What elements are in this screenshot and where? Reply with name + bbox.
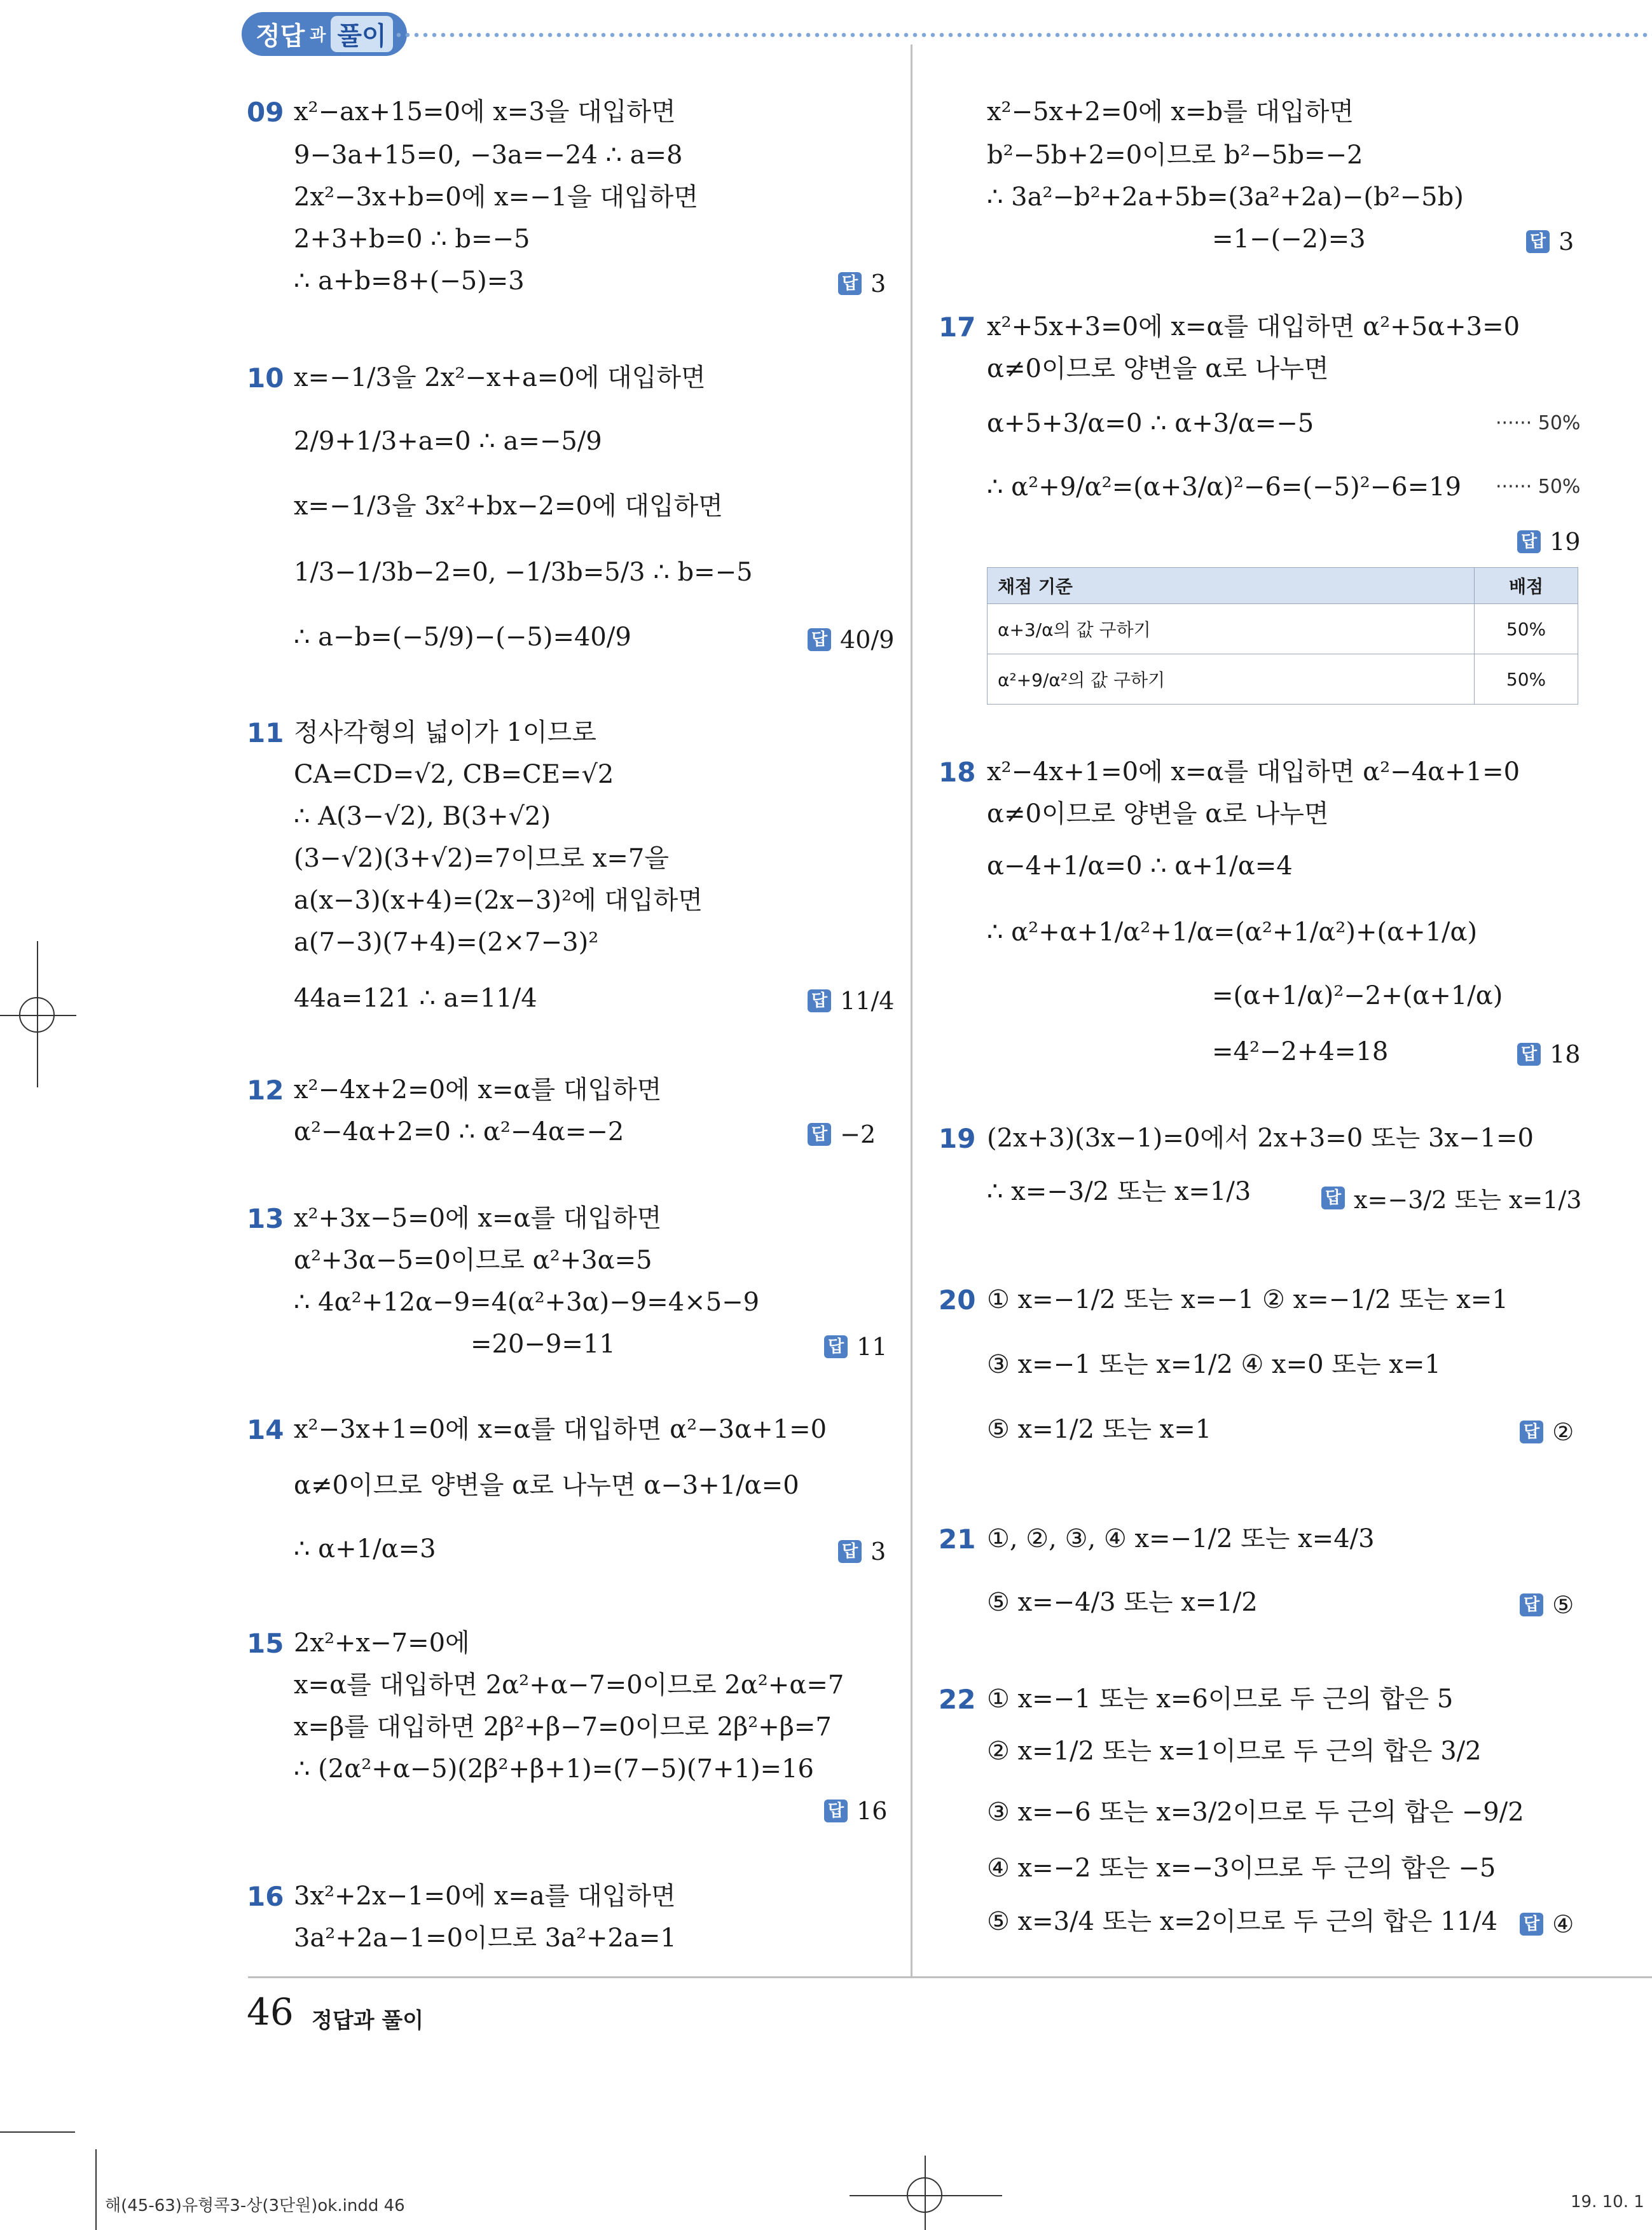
problem-number: 13	[247, 1203, 284, 1234]
solution-line: =20−9=11	[471, 1330, 616, 1359]
problem-number: 12	[247, 1075, 284, 1106]
solution-line: =(α+1/α)²−2+(α+1/α)	[1212, 981, 1503, 1010]
table-cell-points: 50%	[1475, 654, 1578, 705]
answer	[1517, 1040, 1580, 1068]
solution-line: α≠0이므로 양변을 α로 나누면	[987, 354, 1329, 383]
problem-number: 11	[247, 717, 284, 748]
answer-badge: 답	[808, 1123, 831, 1146]
table-header-row	[988, 568, 1578, 604]
solution-line: ∴ α+1/α=3	[294, 1534, 436, 1564]
solution-line: x²−ax+15=0에 x=3을 대입하면	[294, 97, 676, 127]
solution-line: α−4+1/α=0 ∴ α+1/α=4	[987, 851, 1293, 881]
solution-line: CA=CD=√2, CB=CE=√2	[294, 760, 614, 789]
answer	[808, 1120, 876, 1148]
page-label: 정답과 풀이	[312, 2008, 424, 2034]
answer-value: ②	[1552, 1418, 1574, 1446]
solution-line: ② x=1/2 또는 x=1이므로 두 근의 합은 3/2	[987, 1737, 1482, 1766]
solution-line: α²+3α−5=0이므로 α²+3α=5	[294, 1246, 652, 1275]
scoring-criteria-table	[987, 567, 1578, 705]
answer	[1517, 528, 1580, 556]
solution-line: ③ x=−6 또는 x=3/2이므로 두 근의 합은 −9/2	[987, 1798, 1524, 1827]
answer-badge: 답	[1517, 1043, 1541, 1066]
solution-line: ④ x=−2 또는 x=−3이므로 두 근의 합은 −5	[987, 1854, 1496, 1883]
answer	[1526, 228, 1574, 256]
score-percent: ······ 50%	[1496, 412, 1581, 434]
answer-value: ④	[1552, 1910, 1574, 1938]
solution-line: ∴ α²+9/α²=(α+3/α)²−6=(−5)²−6=19	[987, 472, 1461, 502]
answer	[808, 987, 894, 1015]
header-title-c: 풀이	[331, 16, 392, 52]
answer-value: x=−3/2 또는 x=1/3	[1354, 1186, 1582, 1214]
column-divider	[911, 45, 912, 1978]
solution-line: α≠0이므로 양변을 α로 나누면	[987, 799, 1329, 829]
answer-badge: 답	[1520, 1593, 1543, 1616]
score-percent: ······ 50%	[1496, 476, 1581, 498]
solution-line: α²−4α+2=0 ∴ α²−4α=−2	[294, 1117, 624, 1146]
answer	[838, 1538, 886, 1566]
answer-value: 11	[857, 1333, 888, 1361]
solution-line: ①, ②, ③, ④ x=−1/2 또는 x=4/3	[987, 1524, 1375, 1553]
answer-value: 3	[871, 1538, 886, 1566]
solution-line: 3a²+2a−1=0이므로 3a²+2a=1	[294, 1924, 677, 1953]
problem-number: 21	[939, 1524, 976, 1555]
answer	[824, 1797, 887, 1825]
solution-line: 2/9+1/3+a=0 ∴ a=−5/9	[294, 427, 602, 456]
bottom-rule	[248, 1976, 1652, 1978]
solution-line: ⑤ x=1/2 또는 x=1	[987, 1415, 1212, 1444]
solution-line: ① x=−1 또는 x=6이므로 두 근의 합은 5	[987, 1684, 1454, 1714]
solution-line: ∴ a−b=(−5/9)−(−5)=40/9	[294, 623, 631, 652]
answer-value: 3	[1559, 228, 1574, 256]
header-title-b: 과	[310, 25, 326, 45]
solution-line: =1−(−2)=3	[1212, 224, 1366, 254]
solution-line: ⑤ x=−4/3 또는 x=1/2	[987, 1588, 1258, 1617]
solution-line: a(7−3)(7+4)=(2×7−3)²	[294, 928, 599, 957]
problem-number: 19	[939, 1123, 976, 1154]
solution-line: ∴ x=−3/2 또는 x=1/3	[987, 1177, 1251, 1206]
solution-line: (2x+3)(3x−1)=0에서 2x+3=0 또는 3x−1=0	[987, 1124, 1534, 1153]
solution-line: 2x²+x−7=0에	[294, 1628, 470, 1658]
solution-line: α+5+3/α=0 ∴ α+3/α=−5	[987, 409, 1314, 438]
answer-badge: 답	[824, 1800, 848, 1822]
answer-badge: 답	[824, 1335, 848, 1358]
crop-mark	[0, 2131, 75, 2133]
answer-badge: 답	[1321, 1187, 1345, 1209]
solution-line: ∴ A(3−√2), B(3+√2)	[294, 802, 551, 831]
solution-line: x²−5x+2=0에 x=b를 대입하면	[987, 97, 1354, 127]
header-badge	[242, 11, 407, 56]
table-header-points: 배점	[1475, 568, 1578, 604]
problem-number: 16	[247, 1881, 284, 1912]
header-dotted-rule	[394, 32, 1652, 38]
problem-number: 10	[247, 362, 284, 394]
solution-line: ∴ a+b=8+(−5)=3	[294, 266, 525, 296]
table-cell-points: 50%	[1475, 604, 1578, 654]
answer-value: ⑤	[1552, 1591, 1574, 1619]
solution-line: a(x−3)(x+4)=(2x−3)²에 대입하면	[294, 886, 703, 915]
answer-badge: 답	[1520, 1913, 1543, 1936]
solution-line: x²−4x+1=0에 x=α를 대입하면 α²−4α+1=0	[987, 757, 1520, 787]
solution-line: α≠0이므로 양변을 α로 나누면 α−3+1/α=0	[294, 1471, 799, 1500]
problem-number: 09	[247, 97, 284, 128]
answer-badge: 답	[838, 272, 862, 295]
crop-mark	[95, 2149, 97, 2230]
solution-line: 정사각형의 넓이가 1이므로	[294, 718, 596, 747]
page-number: 46	[247, 1990, 294, 2034]
solution-line: 2+3+b=0 ∴ b=−5	[294, 224, 530, 254]
answer-badge: 답	[808, 989, 831, 1012]
solution-line: x²−4x+2=0에 x=α를 대입하면	[294, 1075, 662, 1105]
problem-number: 17	[939, 312, 976, 343]
solution-line: x²+5x+3=0에 x=α를 대입하면 α²+5α+3=0	[987, 312, 1520, 341]
solution-line: 1/3−1/3b−2=0, −1/3b=5/3 ∴ b=−5	[294, 558, 753, 587]
header-title	[242, 12, 407, 56]
table-row	[988, 654, 1578, 705]
solution-line: ∴ (2α²+α−5)(2β²+β+1)=(7−5)(7+1)=16	[294, 1754, 814, 1784]
answer	[1520, 1910, 1574, 1938]
table-cell-criteria: α+3/α의 값 구하기	[988, 604, 1475, 654]
solution-line: ③ x=−1 또는 x=1/2 ④ x=0 또는 x=1	[987, 1350, 1441, 1379]
solution-line: 9−3a+15=0, −3a=−24 ∴ a=8	[294, 141, 683, 170]
solution-line: x=α를 대입하면 2α²+α−7=0이므로 2α²+α=7	[294, 1670, 844, 1700]
solution-line: ∴ 3a²−b²+2a+5b=(3a²+2a)−(b²−5b)	[987, 182, 1464, 212]
problem-number: 20	[939, 1284, 976, 1316]
file-info: 해(45-63)유형콕3-상(3단원)ok.indd 46	[105, 2196, 405, 2215]
solution-line: 3x²+2x−1=0에 x=a를 대입하면	[294, 1882, 676, 1911]
solution-line: ∴ α²+α+1/α²+1/α=(α²+1/α²)+(α+1/α)	[987, 918, 1478, 947]
solution-line: ∴ 4α²+12α−9=4(α²+3α)−9=4×5−9	[294, 1288, 760, 1317]
problem-number: 14	[247, 1414, 284, 1445]
solution-line: x=−1/3을 2x²−x+a=0에 대입하면	[294, 363, 706, 392]
answer-value: 40/9	[840, 626, 895, 654]
answer-badge: 답	[808, 628, 831, 651]
answer	[808, 626, 894, 654]
registration-mark	[19, 997, 55, 1033]
answer-value: −2	[840, 1120, 876, 1148]
solution-line: 2x²−3x+b=0에 x=−1을 대입하면	[294, 182, 698, 212]
solution-line: x=β를 대입하면 2β²+β−7=0이므로 2β²+β=7	[294, 1712, 832, 1742]
answer-value: 11/4	[840, 987, 895, 1015]
solution-line: 44a=121 ∴ a=11/4	[294, 984, 537, 1013]
problem-number: 18	[939, 757, 976, 788]
print-date: 19. 10. 1	[1571, 2192, 1644, 2212]
solution-line: x²+3x−5=0에 x=α를 대입하면	[294, 1204, 662, 1233]
registration-mark	[907, 2177, 942, 2213]
answer	[1520, 1418, 1574, 1446]
solution-line: =4²−2+4=18	[1212, 1037, 1389, 1066]
solution-line: ⑤ x=3/4 또는 x=2이므로 두 근의 합은 11/4	[987, 1907, 1498, 1936]
answer-badge: 답	[1520, 1421, 1543, 1443]
answer-value: 16	[857, 1797, 888, 1825]
answer-value: 3	[871, 270, 886, 298]
header-title-a: 정답	[256, 21, 305, 51]
solution-line: x=−1/3을 3x²+bx−2=0에 대입하면	[294, 492, 723, 521]
problem-number: 15	[247, 1628, 284, 1659]
answer	[1321, 1180, 1581, 1215]
answer	[824, 1333, 887, 1361]
answer-value: 18	[1550, 1040, 1581, 1068]
answer-value: 19	[1550, 528, 1581, 556]
solution-line: b²−5b+2=0이므로 b²−5b=−2	[987, 141, 1363, 170]
table-header-criteria: 채점 기준	[988, 568, 1475, 604]
answer-badge: 답	[1517, 530, 1541, 553]
solution-line: (3−√2)(3+√2)=7이므로 x=7을	[294, 844, 669, 873]
answer	[1520, 1591, 1574, 1619]
table-row	[988, 604, 1578, 654]
problem-number: 22	[939, 1684, 976, 1715]
solution-line: x²−3x+1=0에 x=α를 대입하면 α²−3α+1=0	[294, 1415, 827, 1444]
answer-badge: 답	[1526, 230, 1550, 253]
answer	[838, 270, 886, 298]
solution-line: ① x=−1/2 또는 x=−1 ② x=−1/2 또는 x=1	[987, 1285, 1508, 1314]
table-cell-criteria: α²+9/α²의 값 구하기	[988, 654, 1475, 705]
answer-badge: 답	[838, 1540, 862, 1563]
